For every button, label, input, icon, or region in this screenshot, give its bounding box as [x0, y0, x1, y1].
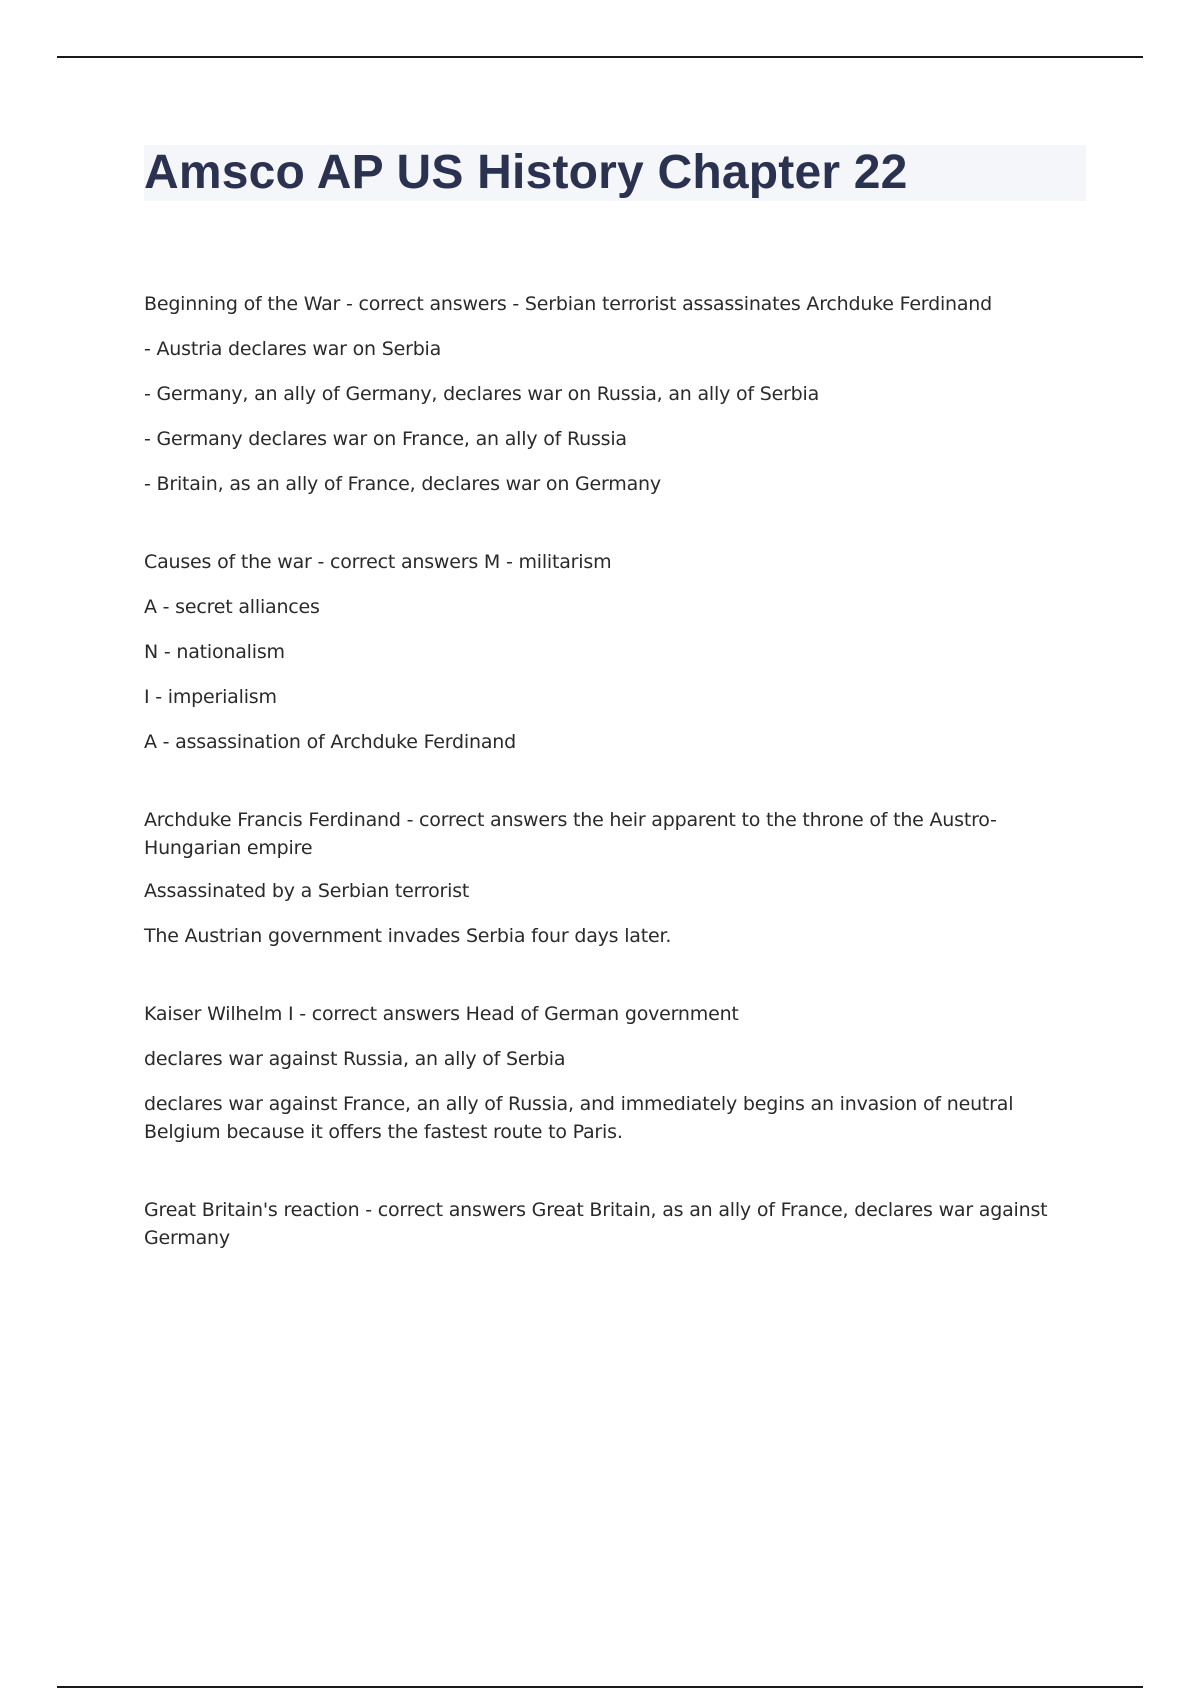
top-rule — [57, 56, 1143, 58]
entry-line: N - nationalism — [144, 641, 285, 663]
entry-great-britains-reaction — [144, 1196, 1084, 1252]
entry-line: - Britain, as an ally of France, declares war on Germany — [144, 473, 661, 495]
entry-line: - Germany declares war on France, an ally of Russia — [144, 428, 627, 450]
entry-line: declares war against France, an ally of Russia, and immediately begins an invasion of neutral Belgium because it offers the fastest route to Paris. — [144, 1093, 1014, 1143]
entry-kaiser-wilhelm — [144, 1000, 1084, 1146]
entry-causes-of-the-war — [144, 548, 1084, 756]
entry-line: Archduke Francis Ferdinand - correct answers the heir apparent to the throne of the Austro-Hungarian empire — [144, 809, 997, 859]
entry-line: - Germany, an ally of Germany, declares war on Russia, an ally of Serbia — [144, 383, 820, 405]
entry-line: I - imperialism — [144, 686, 277, 708]
entry-line: Kaiser Wilhelm I - correct answers Head of German government — [144, 1003, 739, 1025]
entry-archduke-francis-ferdinand — [144, 806, 1084, 950]
entry-line: Causes of the war - correct answers M - militarism — [144, 551, 612, 573]
bottom-rule — [57, 1686, 1143, 1688]
entry-beginning-of-the-war — [144, 290, 1084, 498]
document-content — [144, 290, 1084, 1302]
entry-line: Assassinated by a Serbian terrorist — [144, 880, 470, 902]
entry-line: Great Britain's reaction - correct answers Great Britain, as an ally of France, declares war against Germany — [144, 1199, 1048, 1249]
document-title: Amsco AP US History Chapter 22 — [144, 146, 908, 199]
entry-line: declares war against Russia, an ally of Serbia — [144, 1048, 566, 1070]
entry-line: A - assassination of Archduke Ferdinand — [144, 731, 516, 753]
entry-line: - Austria declares war on Serbia — [144, 338, 442, 360]
entry-line: Beginning of the War - correct answers - Serbian terrorist assassinates Archduke Ferdinand — [144, 293, 993, 315]
entry-line: A - secret alliances — [144, 596, 320, 618]
entry-line: The Austrian government invades Serbia four days later. — [144, 925, 672, 947]
